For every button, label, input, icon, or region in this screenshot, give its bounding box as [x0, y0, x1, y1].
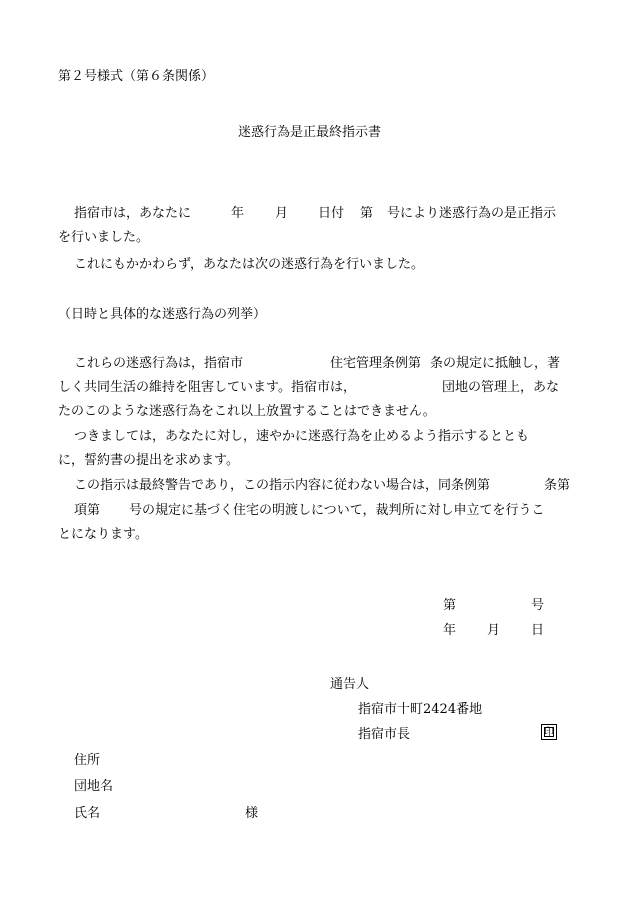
para5-line2-item: 項第 — [74, 503, 101, 518]
para3-line2-tail: 団地の管理上，あな — [442, 380, 560, 395]
para4-line1: つきましては，あなたに対し，速やかに迷惑行為を止めるよう指示するととも — [74, 429, 530, 444]
notifier-title: 指宿市長 — [358, 727, 411, 742]
notifier-label: 通告人 — [330, 677, 370, 692]
seal-stamp — [541, 724, 557, 740]
para1-year: 年 — [231, 206, 245, 221]
doc-date-month: 月 — [487, 623, 501, 638]
para1-line1-tail: 号により迷惑行為の是正指示 — [387, 206, 557, 221]
recipient-address-label: 住所 — [74, 753, 101, 768]
para5-line1-text: この指示は最終警告であり，この指示内容に従わない場合は，同条例第 — [74, 478, 491, 493]
para5-line2-text: 号の規定に基づく住宅の明渡しについて，裁判所に対し申立てを行うこ — [129, 503, 545, 518]
para1-no: 第 — [360, 206, 374, 221]
para3-line1-tail: 条の規定に抵触し，著 — [430, 356, 561, 371]
doc-date-day: 日 — [531, 623, 545, 638]
doc-number-prefix: 第 — [443, 598, 457, 613]
para5-line3: とになります。 — [58, 527, 148, 542]
para3-line1-ordinance: 住宅管理条例第 — [330, 356, 422, 371]
list-heading: （日時と具体的な迷惑行為の列挙） — [58, 307, 267, 322]
doc-number-suffix: 号 — [531, 598, 545, 613]
para1-month: 月 — [275, 206, 289, 221]
para1-day: 日付 — [318, 206, 345, 221]
para5-line1-tail: 条第 — [544, 478, 571, 493]
doc-date-year: 年 — [443, 623, 457, 638]
para3-line2: しく共同生活の維持を阻害しています。指宿市は， — [58, 380, 356, 395]
para1-line1-text: 指宿市は，あなたに — [74, 206, 192, 221]
para3-line3: たのこのような迷惑行為をこれ以上放置することはできません。 — [58, 404, 436, 419]
seal-label: 印 — [544, 727, 554, 738]
para2: これにもかかわらず，あなたは次の迷惑行為を行いました。 — [74, 257, 424, 272]
notifier-address: 指宿市十町2424番地 — [358, 702, 483, 717]
para1-line2: を行いました。 — [58, 230, 150, 245]
form-label: 第２号様式（第６条関係） — [58, 69, 215, 84]
recipient-honorific: 様 — [245, 806, 259, 821]
para3-line1-text: これらの迷惑行為は，指宿市 — [74, 356, 244, 371]
para4-line2: に，誓約書の提出を求めます。 — [58, 453, 239, 468]
recipient-estate-label: 団地名 — [74, 779, 114, 794]
recipient-name-label: 氏名 — [74, 806, 101, 821]
document-title: 迷惑行為是正最終指示書 — [238, 125, 382, 140]
